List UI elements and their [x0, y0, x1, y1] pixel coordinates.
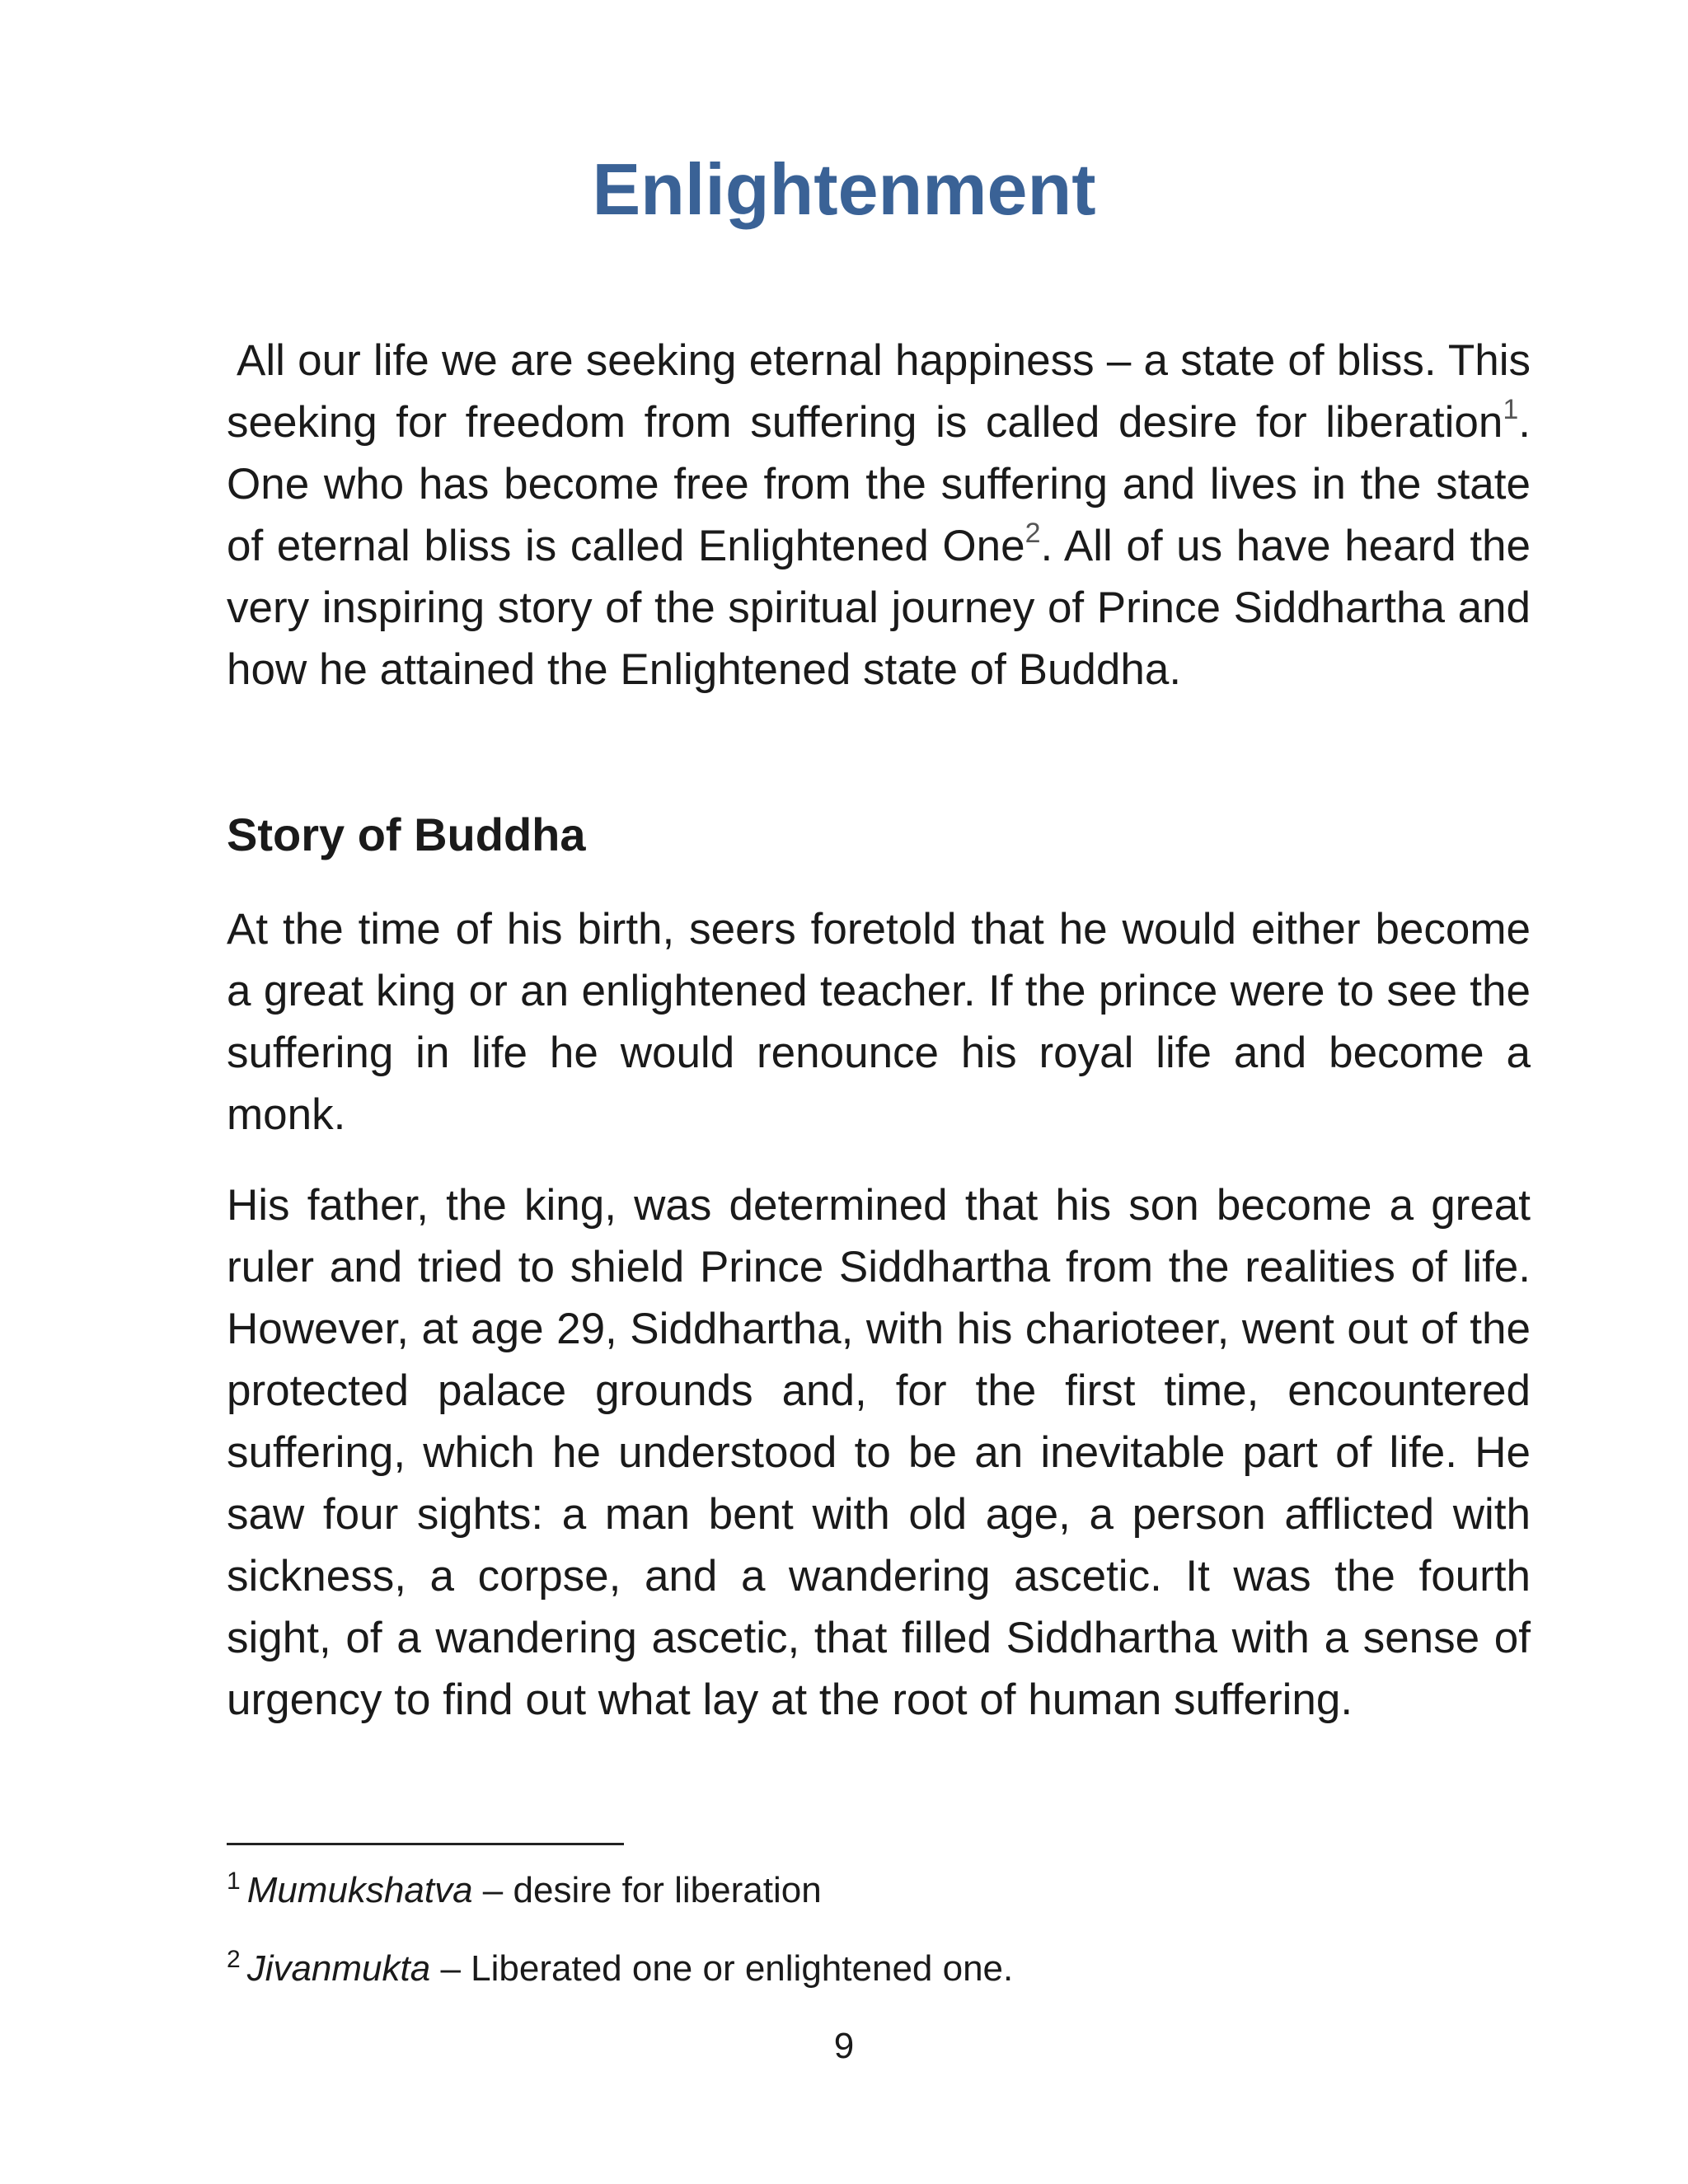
footnote-reference-1[interactable]: 1 [1503, 394, 1519, 425]
footnote-2 [227, 1946, 1013, 1992]
footnote-mark: 2 [227, 1946, 241, 1973]
footnote-definition: – desire for liberation [472, 1870, 822, 1910]
story-paragraph-2: His father, the king, was determined that his son become a great ruler and tried to shield Prince Siddhartha from the realities of life. However, at age 29, Siddhartha, with his charioteer, went out of the protected palace grounds and, for the first time, encountered suffering, which he understood to be an inevitable part of life. He saw four sights: a man bent with old age, a person afflicted with sickness, a corpse, and a wandering ascetic. It was the fourth sight, of a wandering ascetic, that filled Siddhartha with a sense of urgency to find out what lay at the root of human suffering. [227, 1181, 1531, 1724]
intro-paragraph [227, 330, 1531, 701]
intro-text-part-1: All our life we are seeking eternal happiness – a state of bliss. This seeking for freedom from suffering is called desire for liberation [227, 336, 1531, 447]
footnote-term: Mumukshatva [246, 1870, 473, 1910]
page-title: Enlightenment [592, 148, 1096, 230]
footnote-mark: 1 [227, 1868, 241, 1895]
intro-text-part-3: . All of us have heard the very inspiring story of the spiritual journey of Prince Siddhartha and how he attained the Enlightened state of Buddha. [227, 522, 1531, 694]
footnote-definition: – Liberated one or enlightened one. [430, 1948, 1014, 1989]
footnote-separator [227, 1843, 624, 1845]
footnote-1 [227, 1868, 822, 1914]
intro-text-part-2: . One who has become free from the suffering and lives in the state of eternal bliss is called Enlightened One [227, 398, 1531, 570]
story-paragraph-1: At the time of his birth, seers foretold that he would either become a great king or an enlightened teacher. If the prince were to see the suffering in life he would renounce his royal life and become a monk. [227, 905, 1531, 1139]
page-number: 9 [833, 2026, 855, 2066]
footnote-reference-2[interactable]: 2 [1025, 518, 1041, 549]
footnote-term: Jivanmukta [246, 1948, 431, 1989]
section-heading: Story of Buddha [227, 808, 586, 860]
